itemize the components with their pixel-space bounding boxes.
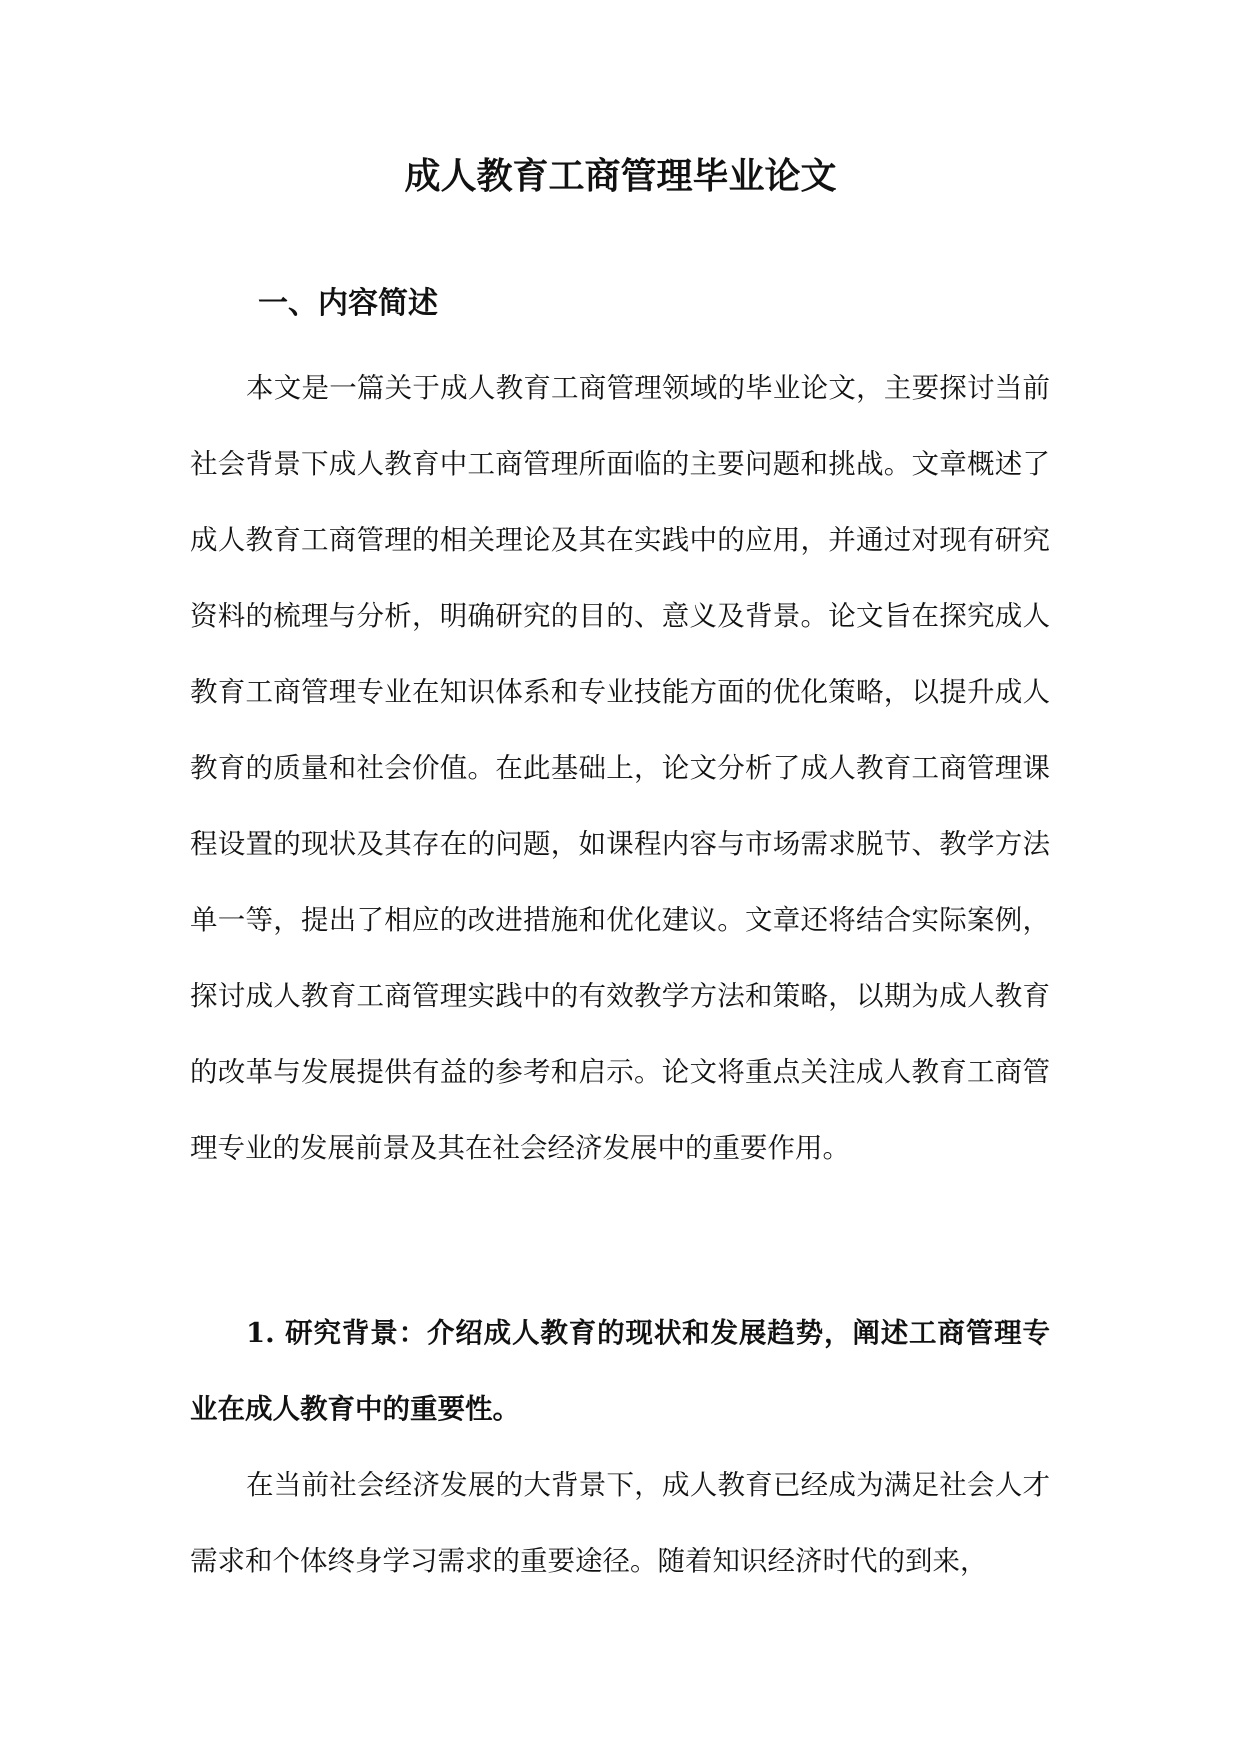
- background-paragraph: 在当前社会经济发展的大背景下，成人教育已经成为满足社会人才需求和个体终身学习需求的重要途径。随着知识经济时代的到来，: [190, 1469, 1050, 1577]
- summary-paragraph: 本文是一篇关于成人教育工商管理领域的毕业论文，主要探讨当前社会背景下成人教育中工商管理所面临的主要问题和挑战。文章概述了成人教育工商管理的相关理论及其在实践中的应用，并通过对现有研究资料的梳理与分析，明确研究的目的、意义及背景。论文旨在探究成人教育工商管理专业在知识体系和专业技能方面的优化策略，以提升成人教育的质量和社会价值。在此基础上，论文分析了成人教育工商管理课程设置的现状及其存在的问题，如课程内容与市场需求脱节、教学方法单一等，提出了相应的改进措施和优化建议。文章还将结合实际案例，探讨成人教育工商管理实践中的有效教学方法和策略，以期为成人教育的改革与发展提供有益的参考和启示。论文将重点关注成人教育工商管理专业的发展前景及其在社会经济发展中的重要作用。: [190, 372, 1050, 1164]
- research-background-heading: 1. 研究背景：介绍成人教育的现状和发展趋势，阐述工商管理专业在成人教育中的重要性。: [190, 1317, 1050, 1425]
- document-title: 成人教育工商管理毕业论文: [404, 155, 837, 197]
- section-heading: 一、内容简述: [258, 286, 438, 321]
